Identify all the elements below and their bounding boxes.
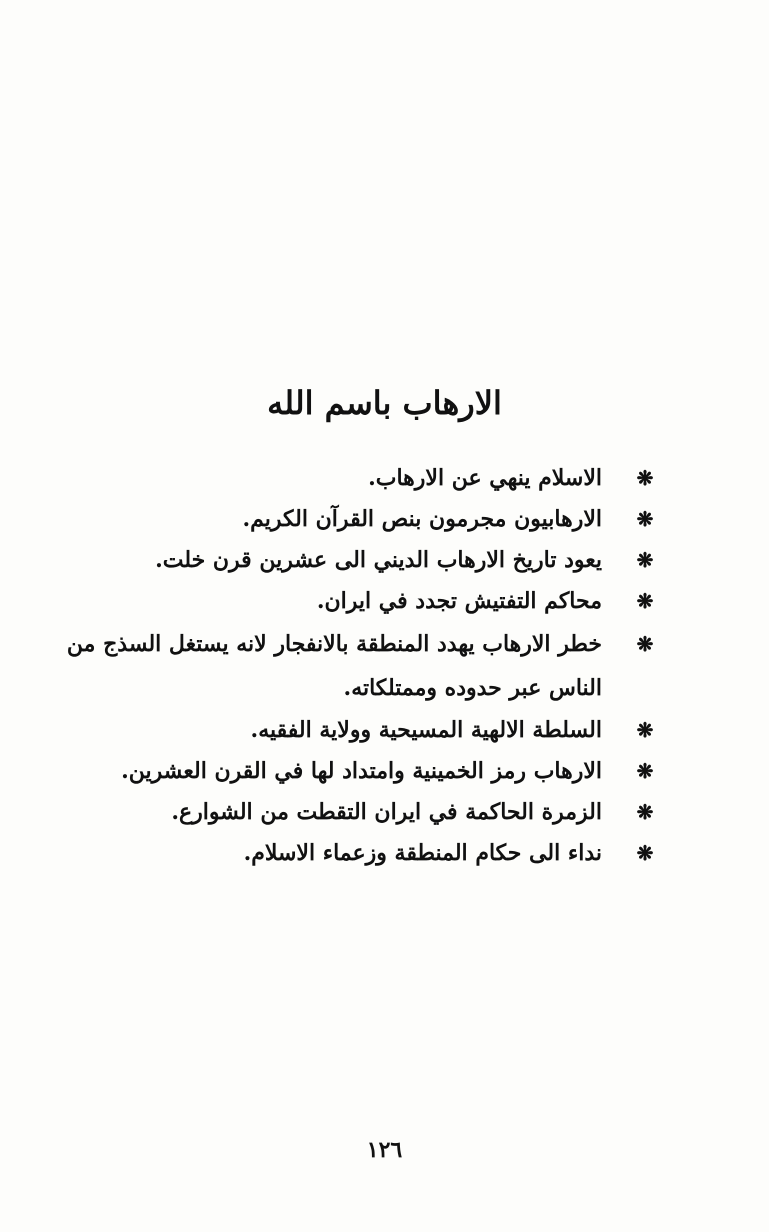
asterisk-icon: ❋ (636, 548, 654, 572)
list-item-text: الارهابيون مجرمون بنص القرآن الكريم. (242, 506, 602, 532)
list-item (57, 792, 657, 833)
list-item (57, 710, 657, 751)
asterisk-icon: ❋ (636, 841, 654, 865)
list-item-text: الزمرة الحاكمة في ايران التقطت من الشوارع. (171, 799, 602, 825)
asterisk-icon: ❋ (636, 800, 654, 824)
list-item (57, 458, 657, 499)
list-item (57, 622, 657, 710)
page-number: ١٢٦ (366, 1137, 403, 1163)
list-item (57, 751, 657, 792)
asterisk-icon: ❋ (636, 632, 654, 656)
list-item-text: يعود تاريخ الارهاب الديني الى عشرين قرن خلت. (155, 547, 602, 573)
asterisk-icon: ❋ (636, 589, 654, 613)
list-item (57, 581, 657, 622)
list-item-text: خطر الارهاب يهدد المنطقة بالانفجار لانه يستغل السذج من الناس عبر حدوده وممتلكاته. (66, 631, 602, 701)
asterisk-icon: ❋ (636, 718, 654, 742)
list-item (57, 833, 657, 874)
list-item-text: السلطة الالهية المسيحية وولاية الفقيه. (250, 717, 602, 743)
contents-list (57, 458, 657, 874)
asterisk-icon: ❋ (636, 759, 654, 783)
list-item (57, 499, 657, 540)
list-item (57, 540, 657, 581)
asterisk-icon: ❋ (636, 466, 654, 490)
chapter-title: الارهاب باسم الله (267, 384, 502, 423)
asterisk-icon: ❋ (636, 507, 654, 531)
list-item-text: نداء الى حكام المنطقة وزعماء الاسلام. (243, 840, 602, 866)
list-item-text: محاكم التفتيش تجدد في ايران. (316, 588, 602, 614)
list-item-text: الارهاب رمز الخمينية وامتداد لها في القرن العشرين. (121, 758, 602, 784)
list-item-text: الاسلام ينهي عن الارهاب. (368, 465, 602, 491)
